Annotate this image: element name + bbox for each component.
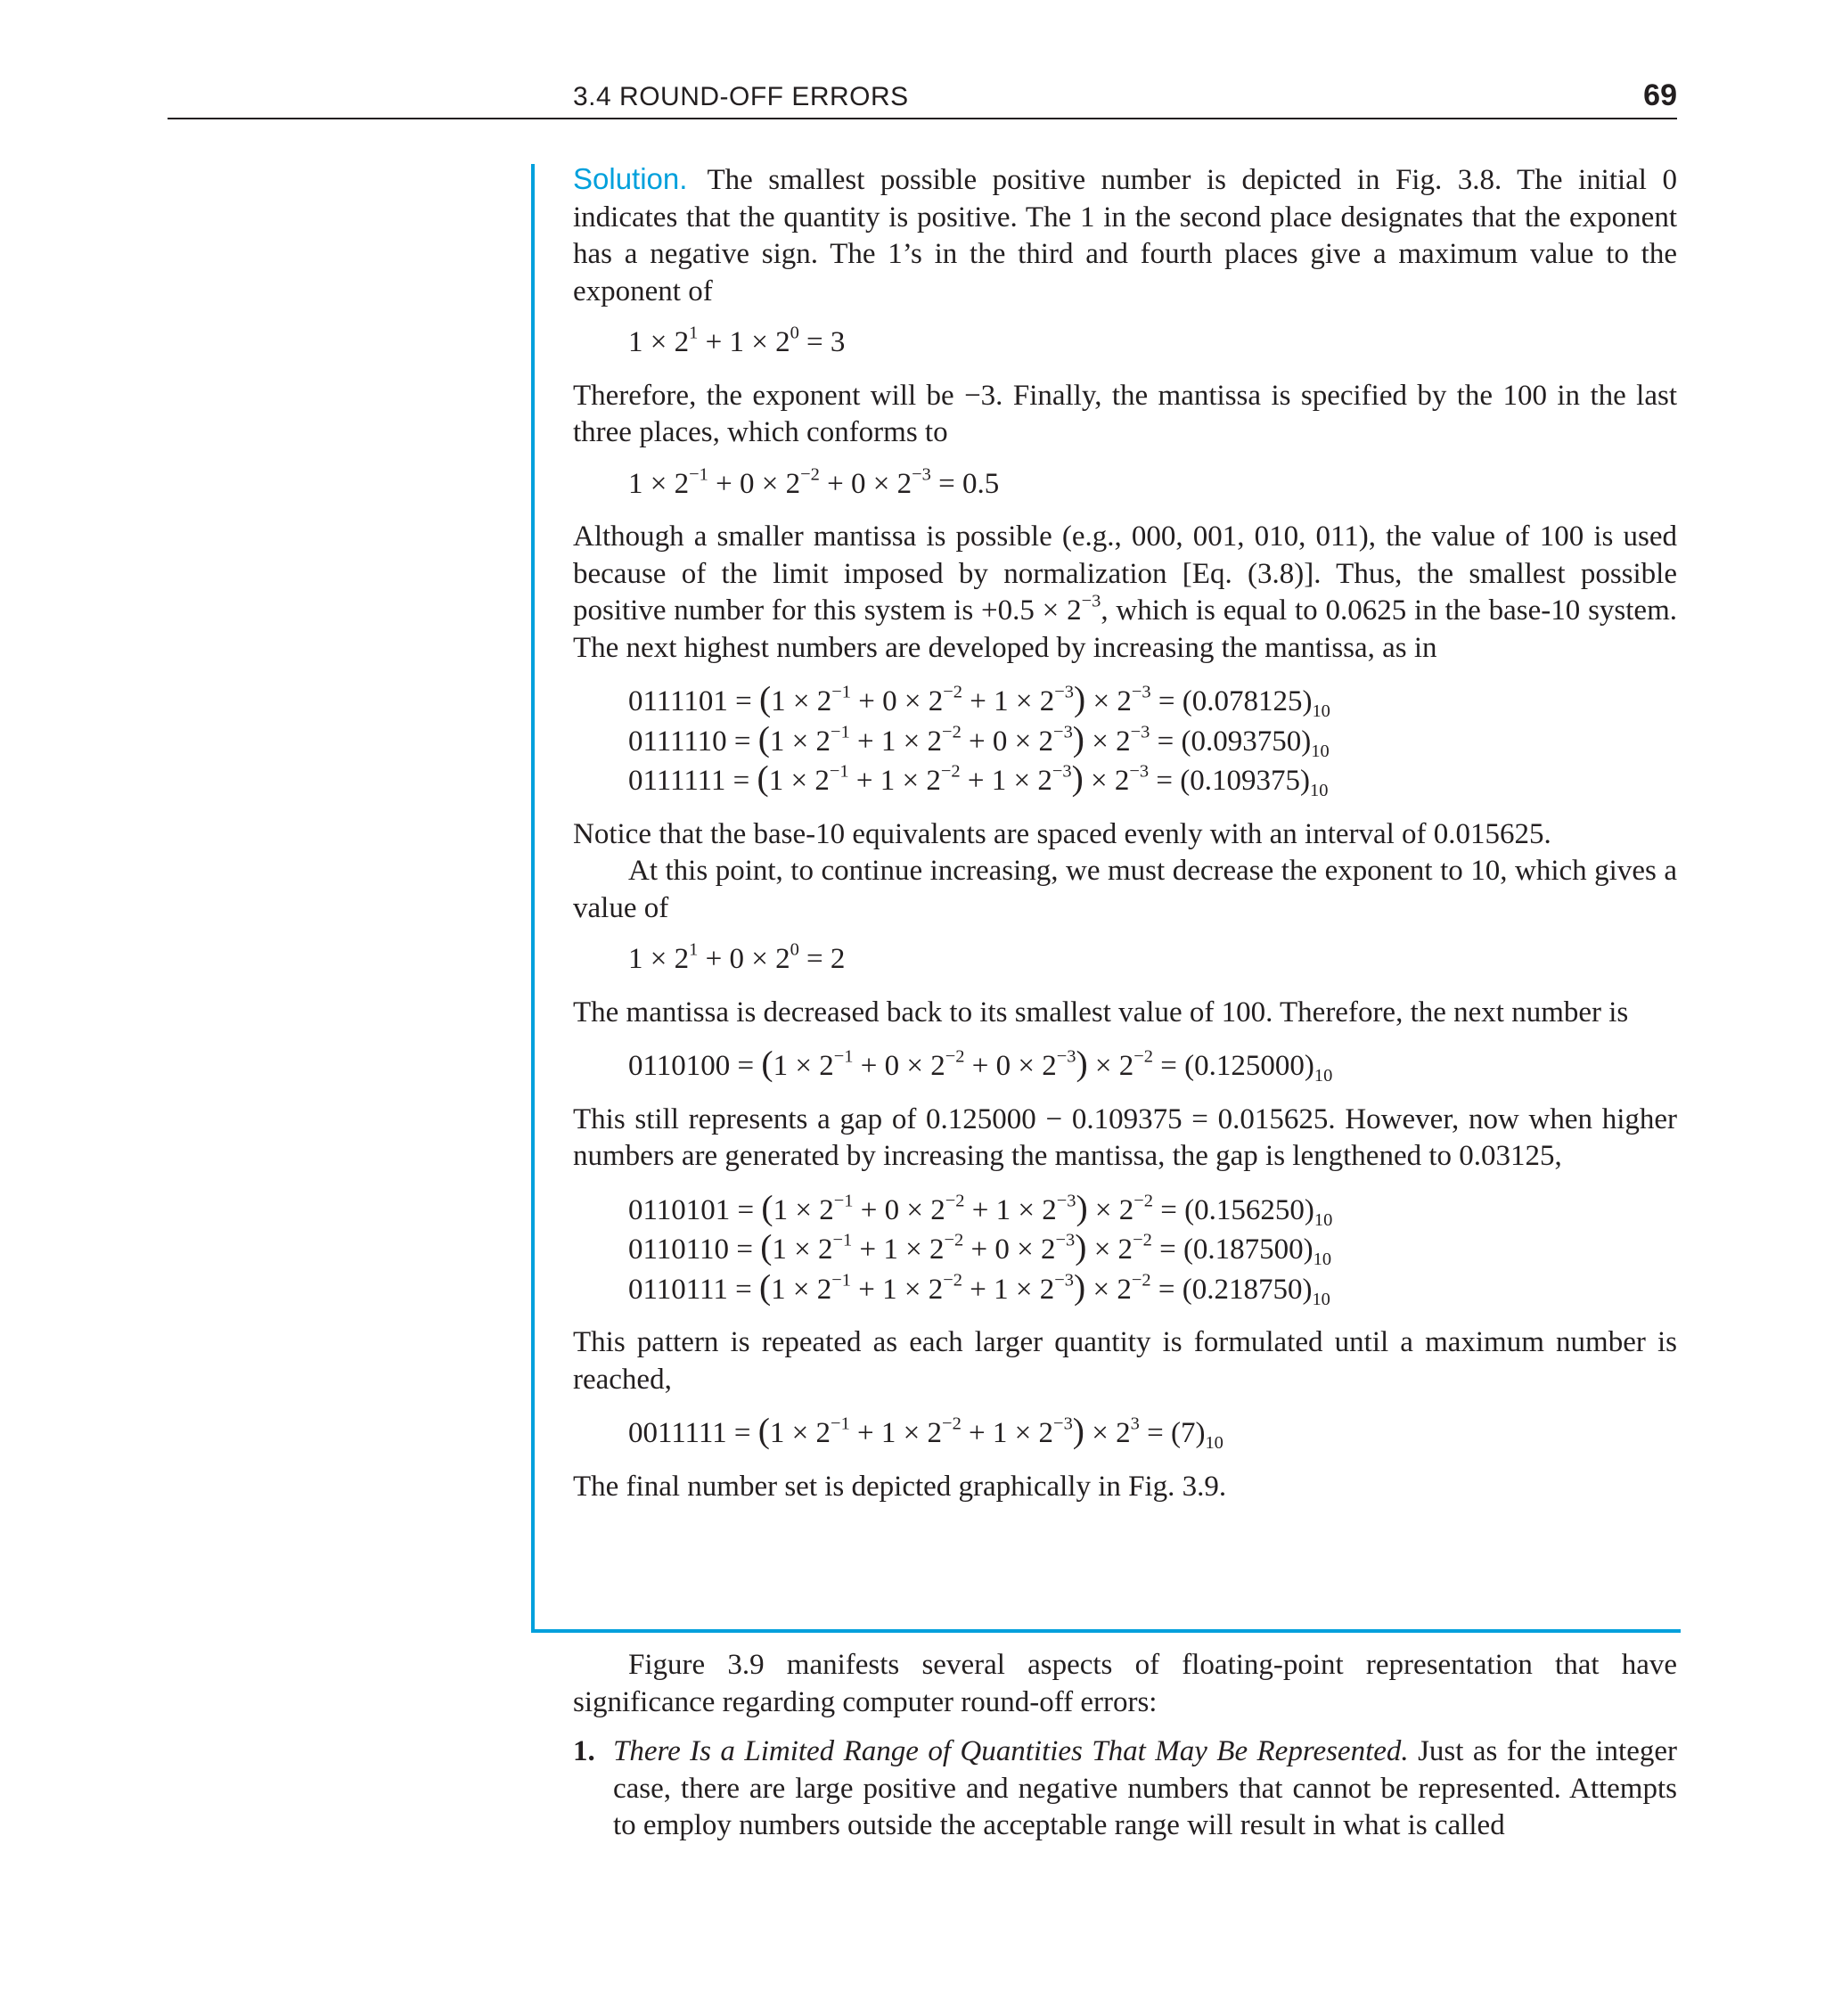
solution-paragraph-3: Although a smaller mantissa is possible (e.g., 000, 001, 010, 011), the value of 100 is used because of the limit imposed by normalization [Eq. (3.8)]. Thus, the smallest possible positive number for this system is $+0.5 \times 2^{-3}$, which is equal to 0.0625 in the base-10 system. The next highest numbers are developed by increasing the mantissa, as in <box>573 520 1677 664</box>
list-item-number: 1. <box>573 1735 595 1767</box>
equation-exponent-two: $1 \times 2^1 + 0 \times 2^0 = 2$ <box>628 939 846 975</box>
solution-paragraph-4: Notice that the base-10 equivalents are spaced evenly with an interval of 0.015625. <box>573 817 1551 850</box>
solution-paragraph-1: Solution. The smallest possible positive number is depicted in Fig. 3.8. The initial 0 indicates that the quantity is positive. The 1 in the second place designates that the exponent has a negative sign. The 1’s in the third and fourth places give a maximum value to the exponent of <box>573 162 1677 307</box>
page-number: 69 <box>1643 78 1677 112</box>
equation-row: $0111111 = (1 \times 2^{-1} + 1 \times 2^{-2} + 1 \times 2^{-3}) \times 2^{-3} = (0.109375)_{10}$ <box>628 758 1329 801</box>
solution-paragraph-6: The mantissa is decreased back to its smallest value of 100. Therefore, the next number is <box>573 996 1629 1028</box>
list-item-title: There Is a Limited Range of Quantities That May Be Represented. <box>613 1735 1409 1767</box>
solution-label: Solution. <box>573 162 688 195</box>
equation-exponent-max: $1 \times 2^1 + 1 \times 2^0 = 3$ <box>628 323 846 358</box>
list-item <box>573 1733 1677 1845</box>
solution-paragraph-2: Therefore, the exponent will be −3. Finally, the mantissa is specified by the 100 in the last three places, which conforms to <box>573 379 1677 448</box>
running-head <box>168 77 1677 119</box>
solution-paragraph-5: At this point, to continue increasing, we must decrease the exponent to 10, which gives a value of <box>573 855 1677 924</box>
main-text <box>573 1647 1677 1845</box>
equation-block-2 <box>573 1187 1677 1309</box>
equation-row: $0110111 = (1 \times 2^{-1} + 1 \times 2^{-2} + 1 \times 2^{-3}) \times 2^{-2} = (0.218750)_{10}$ <box>628 1266 1330 1309</box>
body-paragraph-intro: Figure 3.9 manifests several aspects of floating-point representation that have significance regarding computer round-off errors: <box>573 1649 1677 1718</box>
equation-row: $0110110 = (1 \times 2^{-1} + 1 \times 2^{-2} + 0 \times 2^{-3}) \times 2^{-2} = (0.187500)_{10}$ <box>628 1227 1332 1270</box>
equation-row: $0111110 = (1 \times 2^{-1} + 1 \times 2^{-2} + 0 \times 2^{-3}) \times 2^{-3} = (0.093750)_{10}$ <box>628 718 1330 761</box>
section-title: 3.4 ROUND-OFF ERRORS <box>573 82 909 111</box>
equation-row: $0110101 = (1 \times 2^{-1} + 0 \times 2^{-2} + 1 \times 2^{-3}) \times 2^{-2} = (0.156250)_{10}$ <box>628 1187 1333 1230</box>
solution-paragraph-8: This pattern is repeated as each larger quantity is formulated until a maximum number is reached, <box>573 1326 1677 1396</box>
equation-max: $0011111 = (1 \times 2^{-1} + 1 \times 2^{-2} + 1 \times 2^{-3}) \times 2^3 = (7)_{10}$ <box>628 1411 1223 1454</box>
list-item-text: Just as for the integer case, there are large positive and negative numbers that cannot be represented. Attempts to employ numbers outside the acceptable range will result in what is called <box>613 1735 1677 1841</box>
solution-paragraph-7: This still represents a gap of 0.125000 − 0.109375 = 0.015625. However, now when higher numbers are generated by increasing the mantissa, the gap is lengthened to 0.03125, <box>573 1102 1677 1172</box>
equation-mantissa-min: $1 \times 2^{-1} + 0 \times 2^{-2} + 0 \times 2^{-3} = 0.5$ <box>628 463 1000 500</box>
equation-row: $0111101 = (1 \times 2^{-1} + 0 \times 2^{-2} + 1 \times 2^{-3}) \times 2^{-3} = (0.078125)_{10}$ <box>628 679 1330 722</box>
solution-body <box>573 160 1677 1505</box>
equation-block-1 <box>573 681 1677 800</box>
solution-paragraph-9: The final number set is depicted graphically in Fig. 3.9. <box>573 1470 1227 1503</box>
equation-next: $0110100 = (1 \times 2^{-1} + 0 \times 2^{-2} + 0 \times 2^{-3}) \times 2^{-2} = (0.125000)_{10}$ <box>628 1044 1333 1086</box>
